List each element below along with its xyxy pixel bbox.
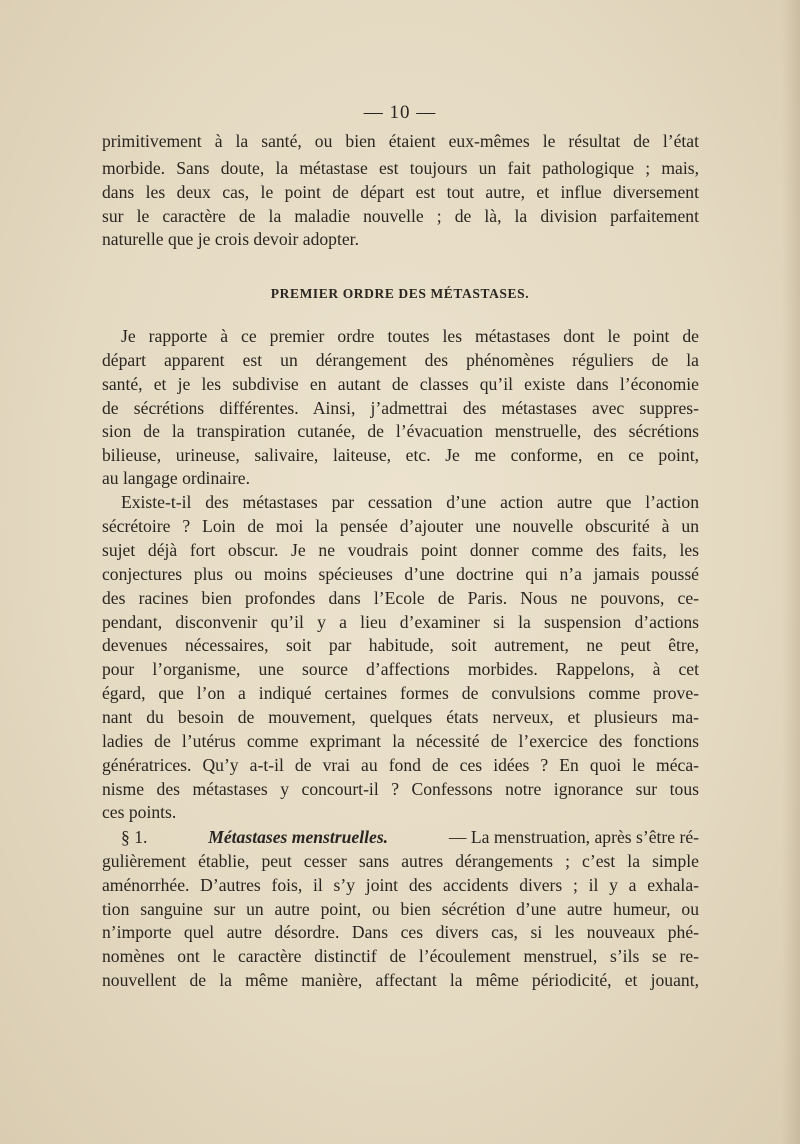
- text-line: nisme des métastases y concourt-il ? Confessons notre ignorance sur tous: [102, 779, 699, 799]
- text-line: devenues nécessaires, soit par habitude, soit autrement, ne peut être,: [102, 635, 699, 655]
- text-line: sujet déjà fort obscur. Je ne voudrais point donner comme des faits, les: [102, 540, 699, 560]
- text-line: ces points.: [102, 802, 177, 822]
- text-line: au langage ordinaire.: [102, 468, 251, 488]
- text-line: naturelle que je crois devoir adopter.: [102, 229, 359, 249]
- text-line: santé, et je les subdivise en autant de classes qu’il existe dans l’économie: [102, 374, 699, 394]
- text-line: sécrétoire ? Loin de moi la pensée d’ajouter une nouvelle obscurité à un: [102, 516, 699, 536]
- text-line: morbide. Sans doute, la métastase est toujours un fait pathologique ; mais,: [102, 158, 699, 178]
- text-line: n’importe quel autre désordre. Dans ces divers cas, si les nouveaux phé-: [102, 922, 699, 942]
- text-line: sur le caractère de la maladie nouvelle ; de là, la division parfaitement: [102, 206, 699, 226]
- subsection-number: § 1.: [121, 827, 148, 847]
- text-line: ladies de l’utérus comme exprimant la nécessité de l’exercice des fonctions: [102, 731, 699, 751]
- subsection-first-line: [121, 826, 699, 848]
- text-line: égard, que l’on a indiqué certaines formes de convulsions comme prove-: [102, 683, 699, 703]
- text-line: nant du besoin de mouvement, quelques états nerveux, et plusieurs ma-: [102, 707, 699, 727]
- text-line: sion de la transpiration cutanée, de l’évacuation menstruelle, des sécrétions: [102, 421, 699, 441]
- text-line: pendant, disconvenir qu’il y a lieu d’examiner si la suspension d’actions: [102, 612, 699, 632]
- text-line: de sécrétions différentes. Ainsi, j’admettrai des métastases avec suppres-: [102, 398, 699, 418]
- text-line: nouvellent de la même manière, affectant la même périodicité, et jouant,: [102, 970, 699, 990]
- text-line: aménorrhée. D’autres fois, il s’y joint des accidents divers ; il y a exhala-: [102, 875, 699, 895]
- text-line: conjectures plus ou moins spécieuses d’une doctrine qui n’a jamais poussé: [102, 564, 699, 584]
- text-line: bilieuse, urineuse, salivaire, laiteuse, etc. Je me conforme, en ce point,: [102, 445, 699, 465]
- text-line: tion sanguine sur un autre point, ou bien sécrétion d’une autre humeur, ou: [102, 899, 699, 919]
- subsection-title: Métastases menstruelles.: [208, 827, 389, 847]
- page-number: — 10 —: [363, 102, 437, 123]
- text-line: départ apparent est un dérangement des phénomènes réguliers de la: [102, 350, 699, 370]
- text-line: nomènes ont le caractère distinctif de l’écoulement menstruel, s’ils se re-: [102, 946, 699, 966]
- page-edge-shadow: [782, 0, 800, 1144]
- section-heading: PREMIER ORDRE DES MÉTASTASES.: [270, 286, 530, 301]
- text-line: Je rapporte à ce premier ordre toutes les métastases dont le point de: [121, 326, 699, 346]
- text-line: des racines bien profondes dans l’Ecole de Paris. Nous ne pouvons, ce-: [102, 588, 699, 608]
- text-line: primitivement à la santé, ou bien étaient eux-mêmes le résultat de l’état: [102, 131, 699, 151]
- text-line: pour l’organisme, une source d’affections morbides. Rappelons, à cet: [102, 659, 699, 679]
- text-line: gulièrement établie, peut cesser sans autres dérangements ; c’est la simple: [102, 851, 699, 871]
- text-line: Existe-t-il des métastases par cessation d’une action autre que l’action: [121, 492, 699, 512]
- text-line: dans les deux cas, le point de départ est tout autre, et influe diversement: [102, 182, 699, 202]
- text-line: génératrices. Qu’y a-t-il de vrai au fond de ces idées ? En quoi le méca-: [102, 755, 699, 775]
- text-line: — La menstruation, après s’être ré-: [448, 827, 699, 847]
